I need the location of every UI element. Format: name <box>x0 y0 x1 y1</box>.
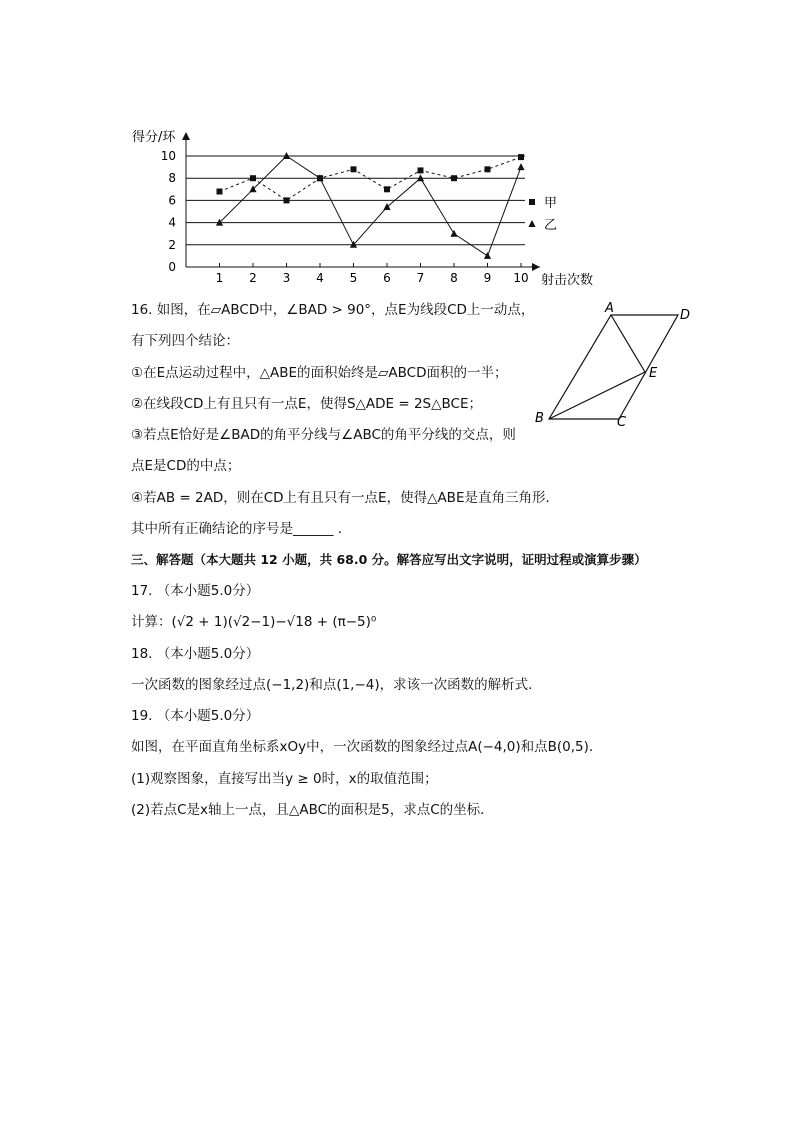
label-e: E <box>649 366 658 381</box>
y-tick-label-6: 6 <box>168 193 176 208</box>
label-c: C <box>617 415 627 430</box>
x-tick-label-7: 7 <box>416 271 425 285</box>
x-tick-label-3: 3 <box>282 271 291 285</box>
section-3-heading: 三、解答题（本大题共 12 小题，共 68.0 分。解答应写出文字说明，证明过程或演算步骤） <box>131 552 647 567</box>
q18-heading: 18. （本小题5.0分） <box>131 646 260 662</box>
y-tick-label-0: 0 <box>168 260 176 274</box>
legend-label-0: 甲 <box>544 196 558 211</box>
x-tick-label-4: 4 <box>316 271 324 285</box>
x-tick-label-10: 10 <box>513 271 529 285</box>
legend <box>528 196 557 233</box>
x-axis-arrow <box>532 263 540 271</box>
x-tick-label-9: 9 <box>483 271 492 285</box>
series-1-point-9 <box>484 252 491 259</box>
series-0-point-2 <box>250 175 256 181</box>
score-line-chart <box>110 124 630 294</box>
legend-marker-1 <box>528 220 535 227</box>
q16-conclusion-2: ②在线段CD上有且只有一点E，使得S△ADE = 2S△BCE； <box>131 396 482 412</box>
q19-part-1: (1)观察图象，直接写出当y ≥ 0时，x的取值范围； <box>131 771 438 787</box>
q16-conclusion-1: ①在E点运动过程中，△ABE的面积始终是▱ABCD面积的一半； <box>131 365 508 381</box>
series-0-point-9 <box>485 166 491 172</box>
q16-conclusion-3b: 点E是CD的中点； <box>131 458 241 474</box>
series-1-point-7 <box>417 174 424 181</box>
q16-conclusion-4: ④若AB = 2AD，则在CD上有且只有一点E，使得△ABE是直角三角形． <box>131 490 559 506</box>
q18-body: 一次函数的图象经过点(−1,2)和点(1,−4)，求该一次函数的解析式． <box>131 677 542 693</box>
y-tick-label-10: 10 <box>160 149 176 163</box>
series-0-point-1 <box>217 189 223 195</box>
y-axis-label: 得分/环 <box>132 130 176 145</box>
series-0-point-7 <box>418 167 424 173</box>
series-0-point-8 <box>451 175 457 181</box>
y-tick-label-4: 4 <box>168 215 176 230</box>
y-tick-label-8: 8 <box>168 171 176 186</box>
series-0-point-5 <box>351 166 357 172</box>
x-tick-label-5: 5 <box>349 271 358 285</box>
series-0-point-10 <box>518 154 524 160</box>
q17-body: 计算：(√2 + 1)(√2−1)−√18 + (π−5)⁰ <box>131 614 377 630</box>
q19-heading: 19. （本小题5.0分） <box>131 708 260 724</box>
series-1-point-6 <box>383 203 390 210</box>
legend-label-1: 乙 <box>544 218 558 233</box>
x-tick-label-2: 2 <box>249 271 257 285</box>
x-tick-label-8: 8 <box>450 271 458 285</box>
label-d: D <box>680 308 691 323</box>
y-axis-arrow <box>182 132 190 140</box>
label-a: A <box>605 301 614 316</box>
parallelogram-figure <box>528 298 708 433</box>
q16-stem-line2: 有下列四个结论： <box>131 333 239 349</box>
label-b: B <box>535 411 544 426</box>
q16-stem-line1: 16. 如图，在▱ABCD中，∠BAD > 90°，点E为线段CD上一动点， <box>131 302 535 318</box>
segment-ae <box>611 315 645 372</box>
series-0-point-6 <box>384 186 390 192</box>
q16-question: 其中所有正确结论的序号是______ ． <box>131 521 352 537</box>
q19-part-2: (2)若点C是x轴上一点，且△ABC的面积是5，求点C的坐标． <box>131 802 494 818</box>
series-layer <box>216 152 525 259</box>
series-line-1 <box>220 156 522 256</box>
parallelogram-abcd <box>549 315 678 419</box>
series-line-0 <box>220 157 522 200</box>
legend-marker-0 <box>529 199 535 205</box>
q17-heading: 17. （本小题5.0分） <box>131 583 260 599</box>
axes <box>161 132 540 285</box>
series-1-point-10 <box>517 163 524 170</box>
x-tick-label-1: 1 <box>215 271 224 285</box>
q19-body: 如图，在平面直角坐标系xOy中，一次函数的图象经过点A(−4,0)和点B(0,5)． <box>131 739 603 755</box>
q16-conclusion-3a: ③若点E恰好是∠BAD的角平分线与∠ABC的角平分线的交点，则 <box>131 427 516 443</box>
x-tick-label-6: 6 <box>383 271 391 285</box>
x-axis-label: 射击次数 <box>541 273 594 288</box>
series-1-point-8 <box>450 230 457 237</box>
y-tick-label-2: 2 <box>168 237 176 252</box>
series-0-point-3 <box>284 197 290 203</box>
